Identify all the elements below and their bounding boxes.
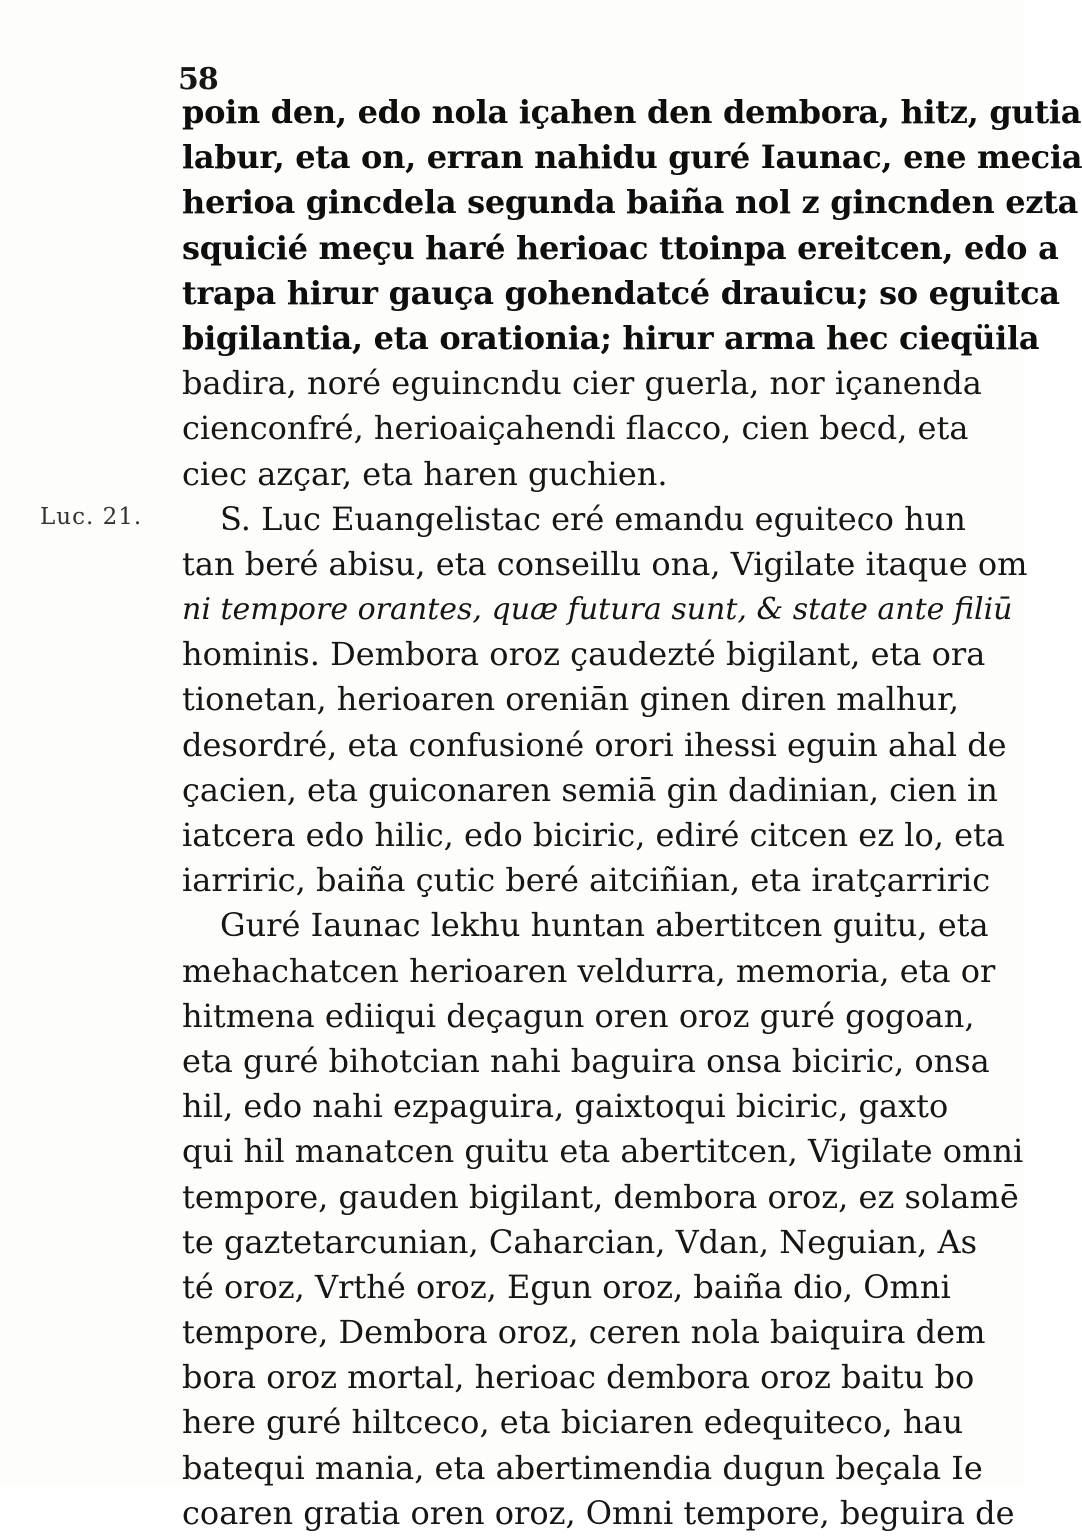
body-text — [182, 90, 1082, 1536]
text-line: squicié meçu haré herioac ttoinpa ereitcen, edo a — [182, 228, 1059, 267]
text-line: S. Luc Euangelistac eré emandu eguiteco hun — [220, 499, 966, 538]
text-line: here guré hiltceco, eta biciaren edequiteco, hau — [182, 1403, 964, 1442]
text-line: eta guré bihotcian nahi baguira onsa biciric, onsa — [182, 1041, 990, 1080]
text-line: labur, eta on, erran nahidu guré Iaunac, ene mecia — [182, 138, 1082, 177]
text-line: hitmena ediiqui deçagun oren oroz guré gogoan, — [182, 996, 975, 1035]
text-line: poin den, edo nola içahen den dembora, hitz, gutia — [182, 93, 1082, 131]
text-line: tionetan, herioaren oreniān ginen diren malhur, — [182, 680, 960, 719]
page-number: 58 — [178, 62, 218, 97]
text-line: bigilantia, eta orationia; hirur arma hec cieqüila — [182, 318, 1040, 357]
text-line: te gaztetarcunian, Caharcian, Vdan, Neguian, As — [182, 1222, 978, 1261]
margin-reference: Luc. 21. — [40, 504, 143, 530]
text-line: herioa gincdela segunda baiña nol z gincnden ezta — [182, 183, 1079, 222]
text-line: iatcera edo hilic, edo biciric, ediré citcen ez lo, eta — [182, 816, 1005, 854]
text-line: hil, edo nahi ezpaguira, gaixtoqui biciric, gaxto — [182, 1087, 949, 1126]
text-line: tempore, gauden bigilant, dembora oroz, ez solamē — [182, 1177, 1019, 1216]
text-line: tempore, Dembora oroz, ceren nola baiquira dem — [182, 1313, 986, 1352]
text-line: desordré, eta confusioné orori ihessi eguin ahal de — [182, 725, 1007, 764]
text-line: ciec azçar, eta haren guchien. — [182, 454, 668, 493]
text-line: batequi mania, eta abertimendia dugun beçala Ie — [182, 1448, 983, 1487]
text-line: hominis. Dembora oroz çaudezté bigilant, eta ora — [182, 635, 986, 674]
text-line: bora oroz mortal, herioac dembora oroz baitu bo — [182, 1358, 975, 1397]
text-line: Guré Iaunac lekhu huntan abertitcen guitu, eta — [220, 906, 989, 945]
text-line: coaren gratia oren oroz, Omni tempore, beguira de — [182, 1493, 1015, 1532]
text-line: cienconfré, herioaiçahendi flacco, cien becd, eta — [182, 409, 969, 448]
text-line: té oroz, Vrthé oroz, Egun oroz, baiña dio, Omni — [182, 1267, 951, 1306]
text-line: badira, noré eguincndu cier guerla, nor içanenda — [182, 364, 982, 403]
text-line-latin: ni tempore orantes, quæ futura sunt, & state ante filiū — [182, 592, 1013, 628]
text-line: iarriric, baiña çutic beré aitciñian, eta iratçarriric — [182, 861, 991, 900]
text-line: mehachatcen herioaren veldurra, memoria, eta or — [182, 951, 996, 990]
text-line: tan beré abisu, eta conseillu ona, Vigilate itaque om — [182, 544, 1028, 583]
text-line: çacien, eta guiconaren semiā gin dadinian, cien in — [182, 770, 998, 809]
text-line: qui hil manatcen guitu eta abertitcen, Vigilate omni — [182, 1132, 1024, 1171]
text-line: trapa hirur gauça gohendatcé drauicu; so eguitca — [182, 273, 1060, 312]
